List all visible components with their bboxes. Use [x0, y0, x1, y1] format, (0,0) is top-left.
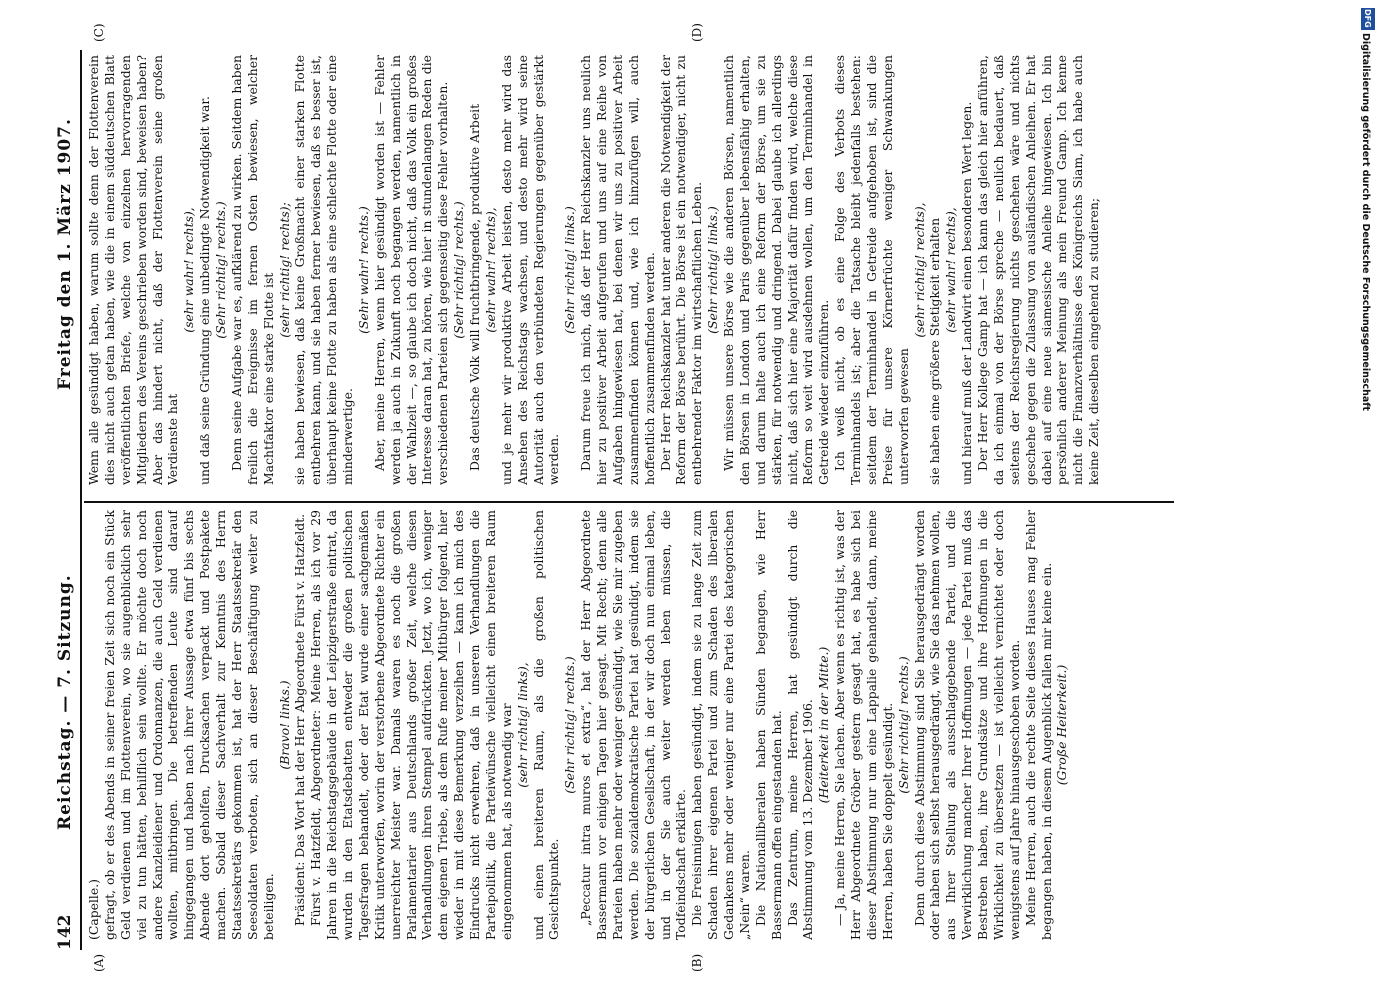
- header-rule: [80, 50, 82, 950]
- paragraph: Der Herr Reichskanzler hat unter anderen die Notwendigkeit der Reform der Börse berührt. Die Börse ist ein notwendiger, nicht zu entbehrender Faktor im wirtschaftlichen Leben.: [657, 55, 705, 485]
- page-number: 142: [55, 914, 75, 950]
- interjection: (Heiterkeit in der Mitte.): [816, 646, 832, 804]
- interjection: (Sehr richtig! links.): [562, 206, 578, 334]
- speaker-tag: (Capelle.): [86, 879, 101, 940]
- paragraph: — Ja, meine Herren, Sie lachen. Aber wenn es richtig ist, was der Herr Abgeordnete Gröber gestern gesagt hat, es habe sich bei dieser Abstimmung nur um eine Lappalie gehandelt, dann, meine Herren, haben Sie doppelt gesündigt.: [832, 510, 895, 940]
- paragraph: und einen breiteren Raum, als die großen politischen Gesichtspunkte.: [530, 510, 562, 940]
- column-divider: [84, 502, 1174, 504]
- paragraph: und hierauf muß der Landwirt einen besonderen Wert legen.: [959, 101, 975, 485]
- paragraph: Aber, meine Herren, wenn hier gesündigt worden ist — Fehler werden ja auch in Zukunft noch begangen werden, namentlich in der Wahlzeit —, so glaube ich doch nicht, daß das Volk ein großes Interesse daran hat, zu hören, wie hier in stundenlangen Reden die verschiedenen Parteien sich gegenseitig diese Fehler vorhalten.: [371, 55, 451, 485]
- interjection: (Bravo! links.): [276, 680, 292, 770]
- paragraph: Denn durch diese Abstimmung sind Sie herausgedrängt worden oder haben sich selbst herausgedrängt, wie Sie das nehmen wollen, aus Ihrer Stellung als ausschlaggebende Partei, und die Verwirklichung mancher Ihrer Hoffnungen — jede Partei muß das Bestreben haben, ihre Grundsätze und ihre Hoffnungen in die Wirklichkeit zu übersetzen — ist vielleicht vernichtet oder doch wenigstens auf Jahre hinausgeschoben worden.: [911, 510, 1022, 940]
- margin-marker-c: (C): [92, 23, 106, 42]
- digitization-text: Digitalisierung gefördert durch die Deutsche Forschungsgemeinschaft: [1360, 33, 1371, 411]
- paragraph: „Peccatur intra muros et extra“, hat der Herr Abgeordnete Bassermann vor einigen Tagen hier gesagt. Mit Recht; denn alle Parteien haben mehr oder weniger gesündigt, wie Sie mir zugeben werden. Die sozialdemokratische Partei hat gesündigt, indem sie der bürgerlichen Gesellschaft, in der wir doch nun einmal leben, und in der Sie auch weiter werden leben müssen, die Todfeindschaft erklärte.: [578, 510, 689, 940]
- paragraph: Die Nationalliberalen haben Sünden begangen, wie Herr Bassermann offen eingestanden hat.: [752, 510, 784, 940]
- interjection: (Sehr wahr! rechts.): [355, 206, 371, 334]
- interjection: (sehr wahr! rechts),: [181, 207, 197, 333]
- paragraph: Die Freisinnigen haben gesündigt, indem sie zu lange Zeit zum Schaden ihrer eigenen Partei und zum Schaden des liberalen Gedankens mehr oder weniger nur eine Partei des kategorischen „Nein“ waren.: [689, 510, 752, 940]
- session-title: Reichstag. — 7. Sitzung.: [55, 574, 75, 830]
- interjection: (sehr wahr! rechts),: [482, 207, 498, 333]
- left-column: [86, 510, 1166, 940]
- paragraph: Denn seine Aufgabe war es, aufklärend zu wirken. Seitdem haben freilich die Ereignisse im fernen Osten bewiesen, welcher Machtfaktor eine starke Flotte ist: [228, 55, 276, 485]
- paragraph: Fürst v. Hatzfeldt, Abgeordneter: Meine Herren, als ich vor 29 Jahren in die Reichstagsgebäude in der Leipzigerstraße eintrat, da wurden in den Etatsdebatten entweder die großen politischen Tagesfragen behandelt, oder der Etat wurde einer sachgemäßen Kritik unterworfen, worin der verstorbene Abgeordnete Richter ein unerreichter Meister war. Damals waren es noch die großen Parlamentarier aus Deutschlands großer Zeit, welche diesen Verhandlungen ihren Stempel aufdrückten. Jetzt, wo ich, weniger dem eigenen Triebe, als dem Rufe meiner Mitbürger folgend, hier wieder in mit diese Bemerkung verzeihen — kann ich mich des Eindrucks nicht erwehren, daß in unseren Verhandlungen die Parteipolitik, die Parteiwünsche vielleicht einen breiteren Raum eingenommen hat, als notwendig war: [308, 510, 514, 940]
- margin-marker-b: (B): [690, 953, 704, 972]
- dfg-logo-label: DFG: [1363, 9, 1372, 28]
- paragraph: Ich weiß nicht, ob es eine Folge des Verbots dieses Terminhandels ist; aber die Tatsache bleibt jedenfalls bestehen: seitdem der Terminhandel in Getreide aufgehoben ist, sind die Preise für unsere Körnerfrüchte weniger Schwankungen unterworfen gewesen: [832, 55, 911, 485]
- interjection: (Sehr richtig! rechts.): [451, 201, 467, 339]
- paragraph: Das deutsche Volk will fruchtbringende, produktive Arbeit: [467, 103, 482, 471]
- paragraph: Wir müssen unsere Börse wie die anderen Börsen, namentlich den Börsen in London und Paris gegenüber lebensfähig erhalten, und darum halte auch ich eine Reform der Börse, um sie zu stärken, für notwendig und dringend. Dabei glaube ich allerdings nicht, daß sich hier eine Majorität dafür finden wird, welche diese Reform so weit wird ausdehnen wollen, um den Terminhandel in Getreide wieder einzuführen.: [721, 55, 832, 485]
- paragraph: Wenn alle gesündigt haben, warum sollte denn der Flottenverein dies nicht auch getan haben, wie die in einem süddeutschen Blatt veröffentlichten Briefe, welche von einzelnen hervorragenden Mitgliedern des Vereins geschrieben worden sind, beweisen haben? Aber das hindert nicht, daß der Flottenverein seine großen Verdienste hat: [86, 55, 181, 485]
- interjection: (Sehr richtig! rechts.): [213, 201, 228, 339]
- right-column: [86, 55, 1166, 485]
- paragraph: Der Herr Kollege Gamp hat — ich kann das gleich hier anführen, da ich einmal von der Börse spreche — neulich bedauert, daß seitens der Reichsregierung nichts geschehen wäre und nichts geschehe gegen die Zulassung von ausländischen Anleihen. Er hat dabei auf eine neue siamesische Anleihe hingewiesen. Ich bin persönlich anderer Meinung als mein Freund Gamp. Ich kenne nicht die Finanzverhältnisse des Königreichs Siam, ich habe auch keine Zeit, dieselben eingehend zu studieren;: [975, 55, 1102, 485]
- paragraph: gefragt, ob er des Abends in seiner freien Zeit sich noch ein Stück Geld verdienen und im Flottenverein, wo sie augenblicklich sehr viel zu tun hätten, behilflich sein wollte. Er möchte doch noch andere Kanzleidiener und Ordonnanzen, die auch Geld verdienen wollten, mitbringen. Die betreffenden Leute sind darauf hingegangen und haben nach ihrer Aussage etwa fünf bis sechs Abende dort geholfen, Drucksachen verpackt und Postpakete machen. Sobald dieser Sachverhalt zur Kenntnis des Herrn Staatssekretärs gekommen ist, hat der Herr Staatssekretär den Seesoldaten verboten, sich an dieser Beschäftigung weiter zu beteiligen.: [101, 510, 276, 940]
- session-date: Freitag den 1. März 1907.: [55, 118, 75, 390]
- paragraph: Darum freue ich mich, daß der Herr Reichskanzler uns neulich hier zu positiver Arbeit aufgerufen und uns auf eine Reihe von Aufgaben hingewiesen hat, bei denen wir uns zu positiver Arbeit zusammenfinden können und, wie ich hinzufügen will, auch hoffentlich zusammenfinden werden.: [578, 55, 657, 485]
- digitization-note: [1358, 8, 1376, 998]
- page-header: [55, 50, 77, 950]
- paragraph: Meine Herren, auch die rechte Seite dieses Hauses mag Fehler begangen haben, in diesem Augenblick fallen mir keine ein.: [1022, 510, 1054, 940]
- paragraph: und daß seine Gründung eine unbedingte Notwendigkeit war.: [197, 96, 213, 485]
- interjection: (Sehr richtig! links.): [705, 206, 721, 334]
- interjection: (Sehr richtig! rechts.): [562, 656, 578, 794]
- paragraph: sie haben bewiesen, daß keine Großmacht einer starken Flotte entbehren kann, und sie haben ferner bewiesen, daß es besser ist, überhaupt keine Flotte zu haben als eine schlechte Flotte oder eine minderwertige.: [292, 55, 355, 485]
- paragraph: Präsident: Das Wort hat der Herr Abgeordnete Fürst v. Hatzfeldt.: [292, 513, 308, 926]
- interjection: (sehr richtig! rechts);: [276, 202, 292, 338]
- paragraph: und je mehr wir produktive Arbeit leisten, desto mehr wird das Ansehen des Reichstags wachsen, und desto mehr wird seine Autorität auch den verbündeten Regierungen gegenüber gestärkt werden.: [498, 55, 562, 485]
- margin-marker-d: (D): [690, 23, 704, 42]
- interjection: (sehr richtig! links),: [514, 662, 530, 788]
- paragraph: Das Zentrum, meine Herren, hat gesündigt durch die Abstimmung vom 13. Dezember 1906.: [784, 510, 816, 940]
- paragraph: sie haben eine größere Stetigkeit erhalten: [927, 217, 943, 485]
- margin-marker-a: (A): [92, 953, 106, 972]
- interjection: (Sehr richtig! rechts.): [895, 656, 911, 794]
- interjection: (sehr richtig! rechts),: [911, 202, 927, 338]
- interjection: (Große Heiterkeit.): [1054, 664, 1070, 786]
- interjection: (sehr wahr! rechts),: [943, 207, 959, 333]
